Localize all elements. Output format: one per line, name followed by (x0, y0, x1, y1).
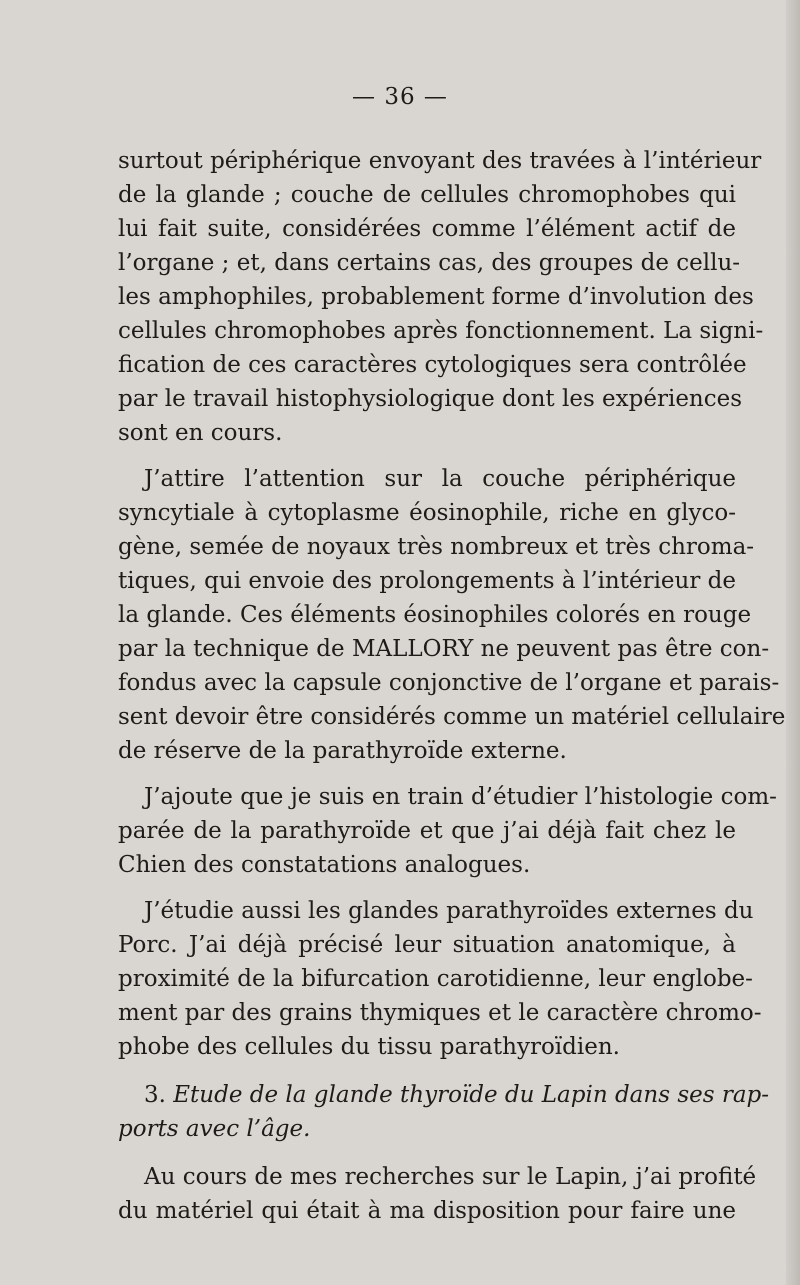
page-edge (786, 0, 800, 1285)
text-line: l’organe ; et, dans certains cas, des groupes de cellu- (118, 250, 741, 276)
paragraph-4 (118, 894, 762, 1064)
section-heading (118, 1078, 770, 1146)
text-line: proximité de la bifurcation carotidienne, leur englobe- (118, 966, 753, 992)
text-line: tiques, qui envoie des prolongements à l’intérieur de (118, 568, 737, 594)
text-line: sont en cours. (118, 420, 283, 446)
text-line: fication de ces caractères cytologiques sera contrôlée (118, 352, 747, 378)
text-line: Porc. J’ai déjà précisé leur situation anatomique, à (118, 932, 736, 958)
text-line: J’ajoute que je suis en train d’étudier l’histologie com- (144, 784, 777, 810)
text-line: cellules chromophobes après fonctionnement. La signi- (118, 318, 764, 344)
text-fragment: par la technique de (118, 636, 352, 662)
text-line: J’attire l’attention sur la couche périphérique (144, 466, 736, 492)
text-line-mallory (118, 632, 770, 666)
text-line: phobe des cellules du tissu parathyroïdien. (118, 1034, 620, 1060)
text-line: de réserve de la parathyroïde externe. (118, 738, 567, 764)
heading-line: ports avec l’âge. (118, 1116, 311, 1142)
paragraph-5 (118, 1160, 757, 1228)
document-body (118, 144, 786, 1228)
text-line: la glande. Ces éléments éosinophiles colorés en rouge (118, 602, 752, 628)
text-line: sent devoir être considérés comme un matériel cellulaire (118, 704, 786, 730)
author-name: MALLORY (351, 636, 474, 662)
text-line: lui fait suite, considérées comme l’élément actif de (118, 216, 736, 242)
text-line: de la glande ; couche de cellules chromophobes qui (118, 182, 736, 208)
section-number: 3. (144, 1082, 174, 1108)
text-line: les amphophiles, probablement forme d’involution des (118, 284, 754, 310)
text-line: Au cours de mes recherches sur le Lapin, j’ai profité (144, 1164, 757, 1190)
text-line: du matériel qui était à ma disposition pour faire une (118, 1198, 736, 1224)
heading-line (118, 1078, 770, 1112)
text-line: ment par des grains thymiques et le caractère chromo- (118, 1000, 762, 1026)
text-line: surtout périphérique envoyant des travées à l’intérieur (118, 148, 762, 174)
paragraph-1 (118, 144, 764, 450)
text-line: gène, semée de noyaux très nombreux et très chroma- (118, 534, 755, 560)
text-line: fondus avec la capsule conjonctive de l’organe et parais- (118, 670, 780, 696)
text-line: J’étudie aussi les glandes parathyroïdes externes du (144, 898, 754, 924)
text-fragment: ne peuvent pas être con- (473, 636, 770, 662)
section-title: Etude de la glande thyroïde du Lapin dans ses rap- (173, 1082, 770, 1108)
page-number: — 36 — (352, 84, 448, 110)
text-line: Chien des constatations analogues. (118, 852, 531, 878)
paragraph-3 (118, 780, 777, 882)
text-line: parée de la parathyroïde et que j’ai déjà fait chez le (118, 818, 736, 844)
text-line: par le travail histophysiologique dont les expériences (118, 386, 743, 412)
text-line: syncytiale à cytoplasme éosinophile, riche en glyco- (118, 500, 736, 526)
paragraph-2 (118, 462, 786, 768)
